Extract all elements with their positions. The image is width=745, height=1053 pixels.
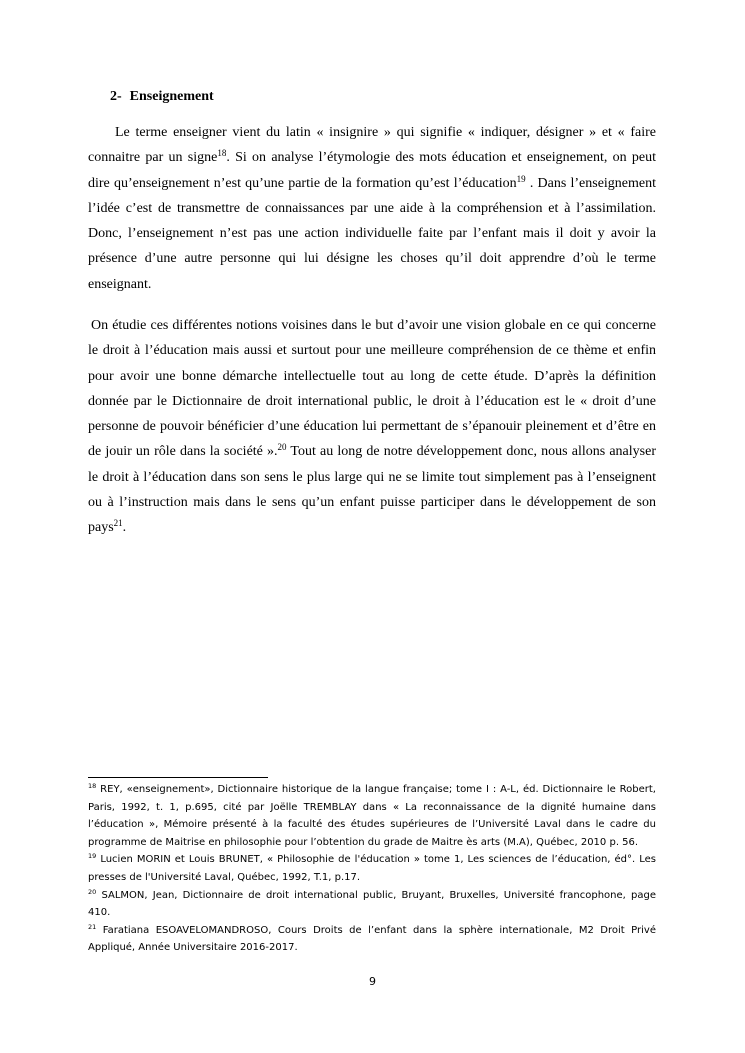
section-number: 2-: [110, 89, 122, 104]
paragraph-text: .: [122, 520, 127, 536]
footnote-separator: [88, 777, 268, 778]
page-number: 9: [369, 975, 376, 988]
paragraph-text: Le terme enseigner vient du latin « insignire » qui signifie « indiquer, désigner » et « faire connaitre par un signe: [88, 125, 656, 166]
footnote-text: REY, «enseignement», Dictionnaire historique de la langue française; tome I : A-L, éd. Dictionnaire le Robert, Paris, 1992, t. 1, p.695, cité par Joëlle TREMBLAY dans « La reconnaissance de la dignité humaine dans l’éducation », Mémoire présenté à la faculté des études supérieures de l’Université Laval dans le cadre du programme de Maitrise en philosophie pour l’obtention du grade de Maitre ès arts (M.A), Québec, 2010 p. 56.: [88, 784, 656, 848]
paragraph-text: Tout au long de notre développement donc, nous allons analyser le droit à l’éducation dans son sens le plus large qui ne se limite tout simplement pas à l’enseignent ou à l’instruction mais dans le sens qu’un enfant puisse participer dans le développement de son pays: [88, 444, 656, 536]
footnote-ref-19[interactable]: 19: [516, 173, 526, 184]
footnote-ref-21[interactable]: 21: [113, 518, 123, 529]
footnote-text: Lucien MORIN et Louis BRUNET, « Philosophie de l'éducation » tome 1, Les sciences de l’éducation, éd°. Les presses de l'Université Laval, Québec, 1992, T.1, p.17.: [88, 854, 656, 883]
footnote-text: SALMON, Jean, Dictionnaire de droit international public, Bruyant, Bruxelles, Université francophone, page 410.: [88, 889, 656, 919]
footnote-ref-18[interactable]: 18: [217, 148, 227, 159]
footnote-number: 18: [88, 782, 97, 790]
section-heading: [110, 89, 214, 105]
paragraph-text: . Dans l’enseignement l’idée c’est de transmettre de connaissances par une aide à la compréhension et à l’assimilation. Donc, l’enseignement n’est pas une action individuelle faite par l’enfant mais il doit y avoir la présence d’une autre personne qui lui désigne les choses qu’il doit apprendre d’où le terme enseignant.: [88, 175, 657, 292]
footnote-number: 20: [88, 887, 97, 896]
paragraph-etymology: [88, 120, 656, 297]
footnote-20: [88, 887, 656, 922]
paragraph-definition: [88, 313, 656, 541]
footnote-text: Faratiana ESOAVELOMANDROSO, Cours Droits de l’enfant dans la sphère internationale, M2 Droit Privé Appliqué, Année Universitaire 2016-2017.: [88, 924, 656, 954]
footnote-number: 19: [88, 852, 97, 861]
footnote-ref-20[interactable]: 20: [277, 442, 287, 453]
footnote-number: 21: [88, 922, 97, 931]
footnote-21: [88, 922, 656, 957]
footnote-19: [88, 851, 656, 886]
footnote-18: [88, 781, 656, 851]
paragraph-text: . Si on analyse l’étymologie des mots éducation et enseignement, on peut dire qu’enseignement n’est qu’une partie de la formation qu’est l’éducation: [88, 150, 656, 191]
section-title: Enseignement: [129, 89, 214, 104]
paragraph-text: On étudie ces différentes notions voisines dans le but d’avoir une vision globale en ce qui concerne le droit à l’éducation mais aussi et surtout pour une meilleure compréhension de ce thème et enfin pour avoir une bonne démarche intellectuelle tout au long de cette étude. D’après la définition donnée par le Dictionnaire de droit international public, le droit à l’éducation est le « droit d’une personne de pouvoir bénéficier d’une éducation lui permettant de s’épanouir pleinement et d’être en de jouir un rôle dans la société ».: [88, 318, 656, 460]
footnotes: [88, 781, 656, 957]
